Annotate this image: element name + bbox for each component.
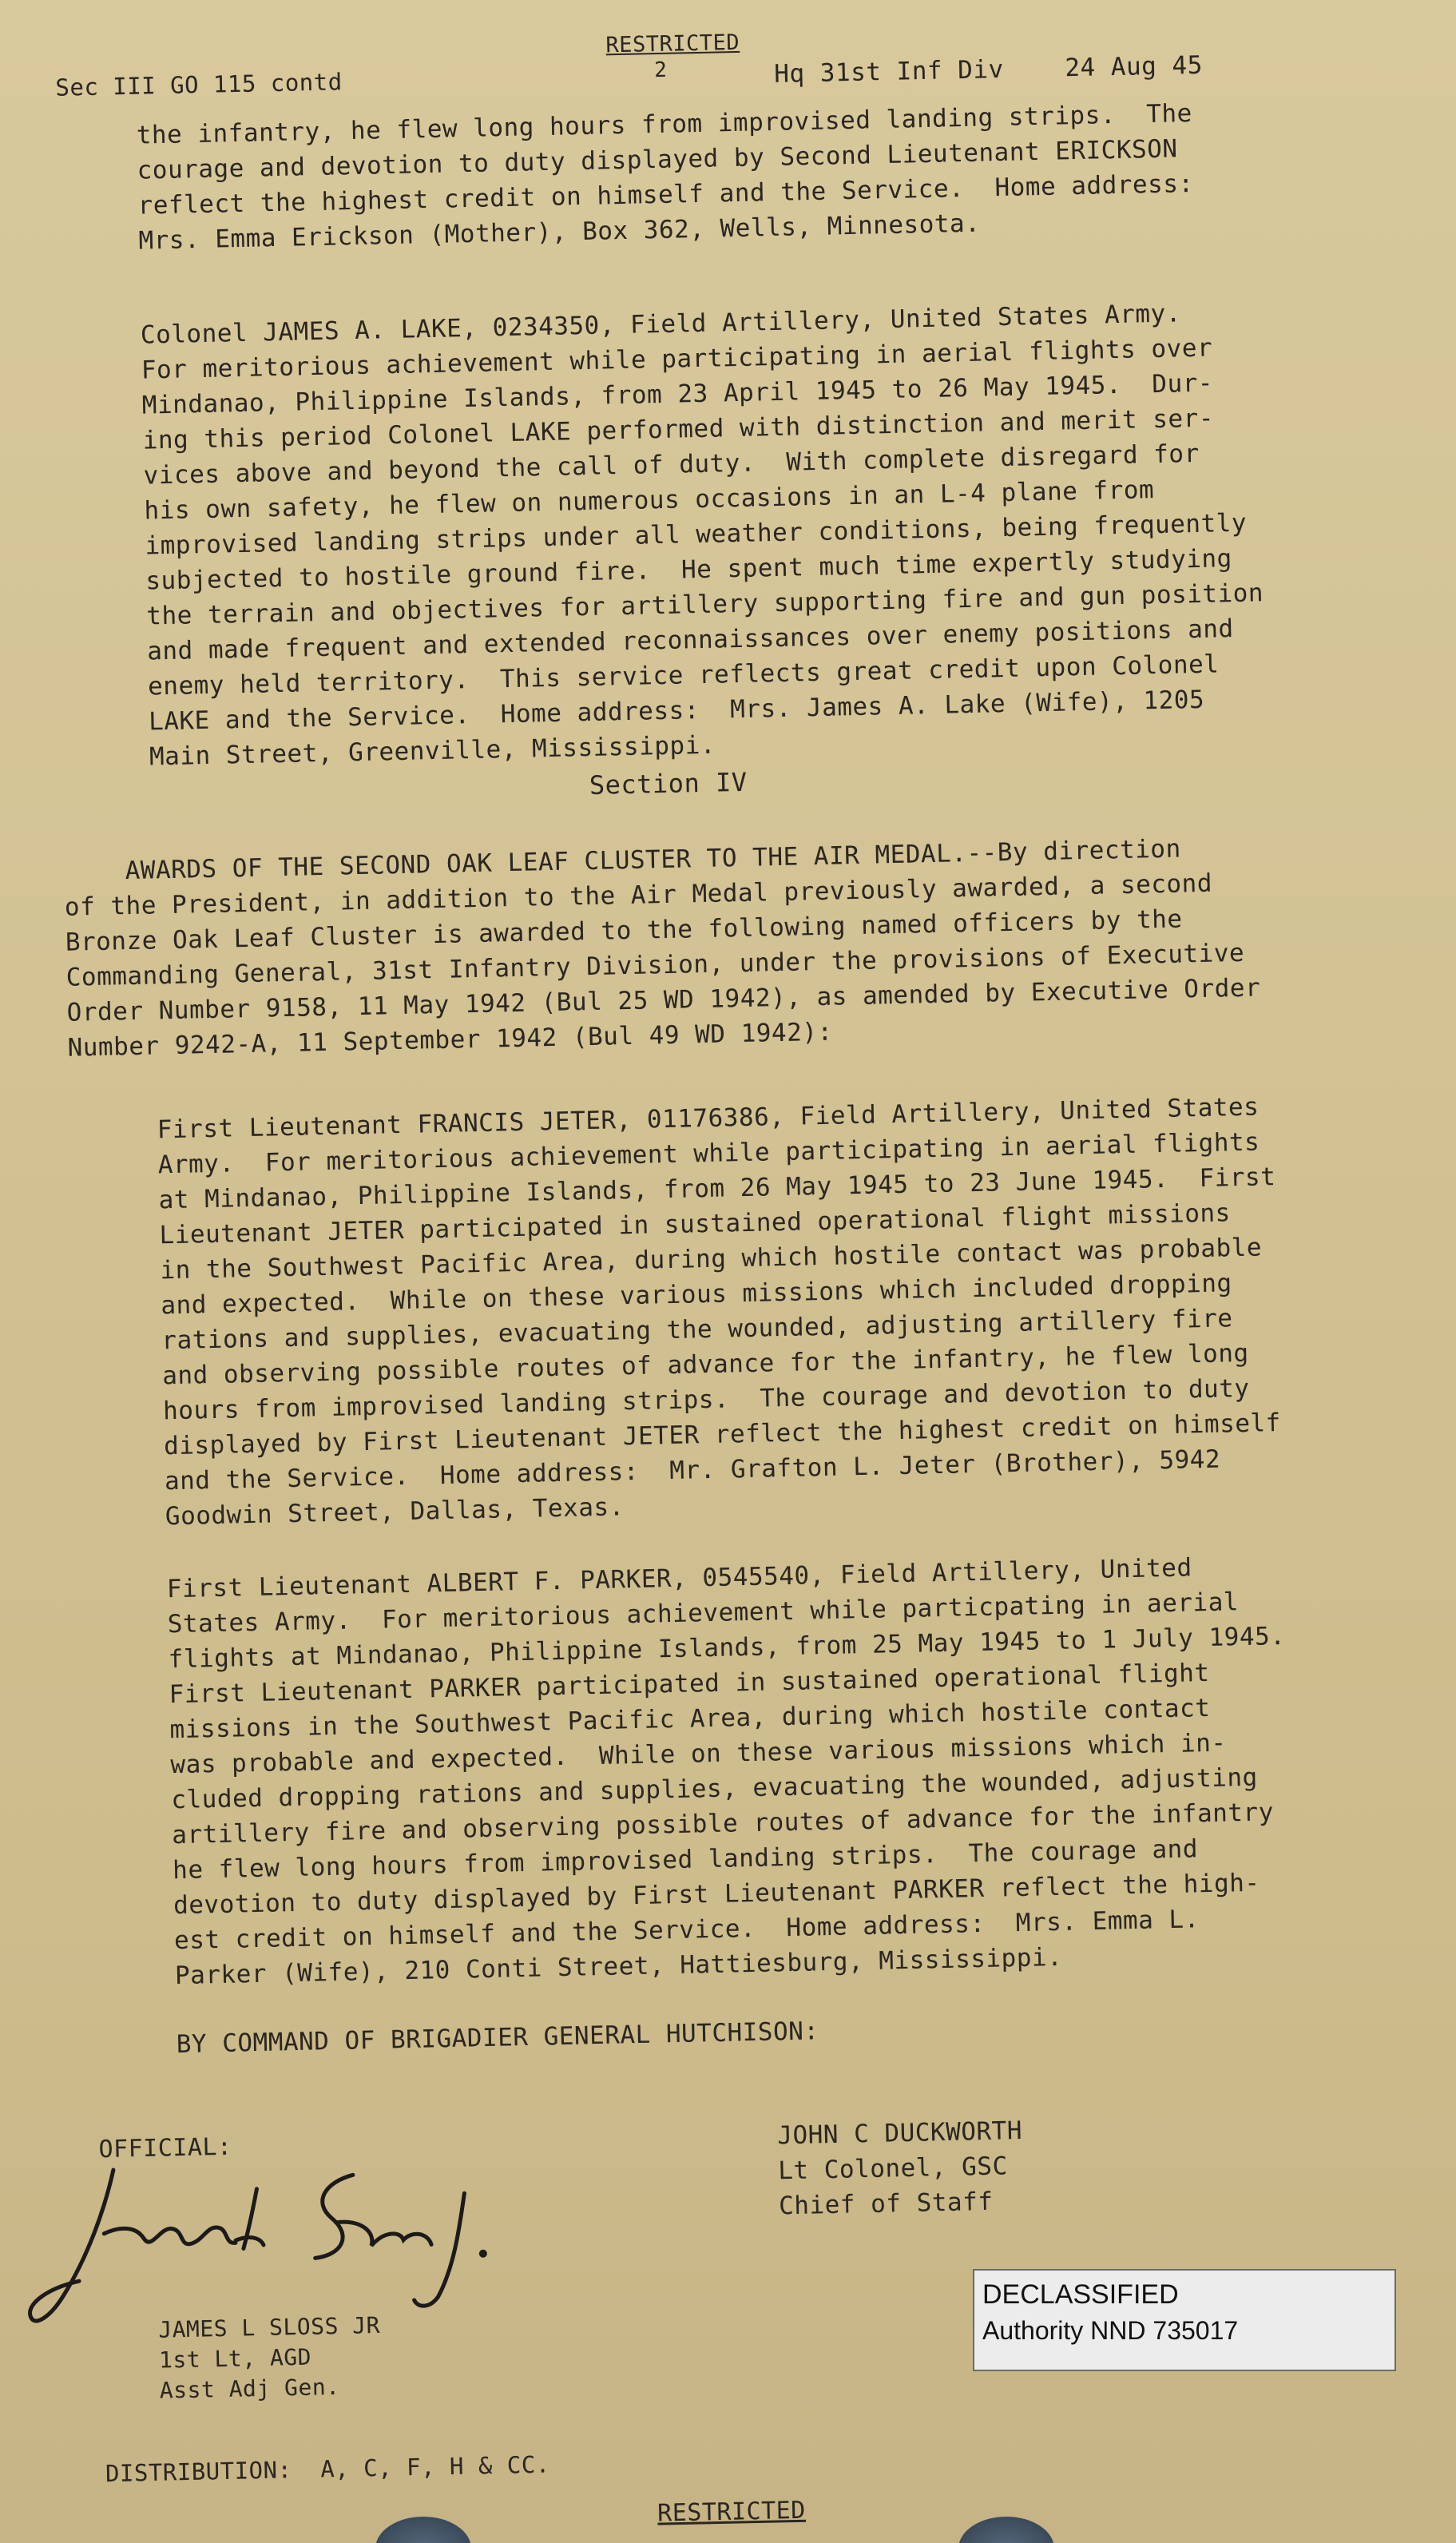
awards-paragraph: AWARDS OF THE SECOND OAK LEAF CLUSTER TO THE AIR MEDAL.--By direction of the President, in addition to the Air Medal previously awarded, a second Bronze Oak Leaf Cluster is awarded to the following named officers by the Commanding General, 31st Infantry Division, under the provisions of Executive Order Number 9158, 11 May 1942 (Bul 25 WD 1942), as amended by Executive Order Number 9242-A, 11 September 1942 (Bul 49 WD 1942): — [63, 834, 1261, 1063]
command-line: BY COMMAND OF BRIGADIER GENERAL HUTCHISON: — [176, 2017, 819, 2060]
signatory-rank: Lt Colonel, GSC — [777, 2152, 1009, 2186]
order-date: 24 Aug 45 — [1064, 50, 1204, 83]
handwritten-signature — [14, 2136, 513, 2354]
declassified-authority: Authority NND 735017 — [982, 2316, 1239, 2345]
continuation-paragraph: the infantry, he flew long hours from improvised landing strips. The courage and devotion to duty displayed by Second Lieutenant ERICKSON reflect the highest credit on himself and the Service. Home address: Mrs. Emma Erickson (Mother), Box 362, Wells, Minnesota. — [136, 98, 1194, 256]
footer-classification: RESTRICTED — [657, 2496, 807, 2528]
jeter-citation-paragraph: First Lieutenant FRANCIS JETER, 01176386, Field Artillery, United States Army. For meritorious achievement while participating in aerial flights at Mindanao, Philippine Islands, from 26 May 1945 to 23 June 1945. First Lieutenant JETER participated in sustained operational flight missions in the Southwest Pacific Area, during which hostile contact was probable and expected. While on these various missions which included dropping rations and supplies, evacuating the wounded, adjusting artillery fire and observing possible routes of advance for the infantry, he flew long hours from improvised landing strips. The courage and devotion to duty displayed by First Lieutenant JETER reflect the highest credit on himself and the Service. Home address: Mr. Grafton L. Jeter (Brother), 5942 Goodwin Street, Dallas, Texas. — [157, 1092, 1282, 1532]
section-title: Section IV — [589, 766, 748, 801]
declassified-label: DECLASSIFIED — [982, 2279, 1179, 2310]
official-rank: 1st Lt, AGD — [158, 2343, 312, 2374]
distribution-line: DISTRIBUTION: A, C, F, H & CC. — [105, 2450, 551, 2488]
binder-hole-right — [958, 2517, 1054, 2543]
binder-hole-left — [375, 2517, 471, 2543]
signatory-name: JOHN C DUCKWORTH — [776, 2116, 1023, 2151]
official-title: Asst Adj Gen. — [159, 2373, 340, 2404]
signatory-block — [777, 2113, 1024, 2223]
header-classification: RESTRICTED — [605, 30, 740, 58]
parker-citation-paragraph: First Lieutenant ALBERT F. PARKER, 0545540, Field Artillery, United States Army. For meritorious achievement while particpating in aerial flights at Mindanao, Philippine Islands, from 25 May 1945 to 1 July 1945. First Lieutenant PARKER participated in sustained operational flight missions in the Southwest Pacific Area, during which hostile contact was probable and expected. While on these various missions which in- cluded dropping rations and supplies, evacuating the wounded, adjusting artillery fire and observing possible routes of advance for the infantry he flew long hours from improvised landing strips. The courage and devotion to duty displayed by First Lieutenant PARKER reflect the high- est credit on himself and the Service. Home address: Mrs. Emma L. Parker (Wife), 210 Conti Street, Hattiesburg, Mississippi. — [166, 1553, 1286, 1991]
unit-name: Hq 31st Inf Div — [773, 54, 1005, 89]
declassified-stamp — [973, 2269, 1396, 2371]
order-reference: Sec III GO 115 contd — [55, 68, 343, 101]
page-number: 2 — [653, 58, 668, 83]
official-name: JAMES L SLOSS JR — [157, 2311, 381, 2343]
header-unit-date — [774, 48, 1203, 92]
lake-citation-paragraph: Colonel JAMES A. LAKE, 0234350, Field Artillery, United States Army. For meritorious achievement while participating in aerial flights over Mindanao, Philippine Islands, from 23 April 1945 to 26 May 1945. Dur- ing this period Colonel LAKE performed with distinction and merit ser- vices above and beyond the call of duty. With complete disregard for his own safety, he flew on numerous occasions in an L-4 plane from improvised landing strips under all weather conditions, being frequently subjected to hostile ground fire. He spent much time expertly studying the terrain and objectives for artillery supporting fire and gun position and made frequent and extended reconnaissances over enemy positions and enemy held territory. This service reflects great credit upon Colonel LAKE and the Service. Home address: Mrs. James A. Lake (Wife), 1205 Main Street, Greenville, Mississippi. — [140, 299, 1264, 772]
official-label: OFFICIAL: — [98, 2132, 232, 2164]
signatory-title: Chief of Staff — [778, 2187, 994, 2221]
